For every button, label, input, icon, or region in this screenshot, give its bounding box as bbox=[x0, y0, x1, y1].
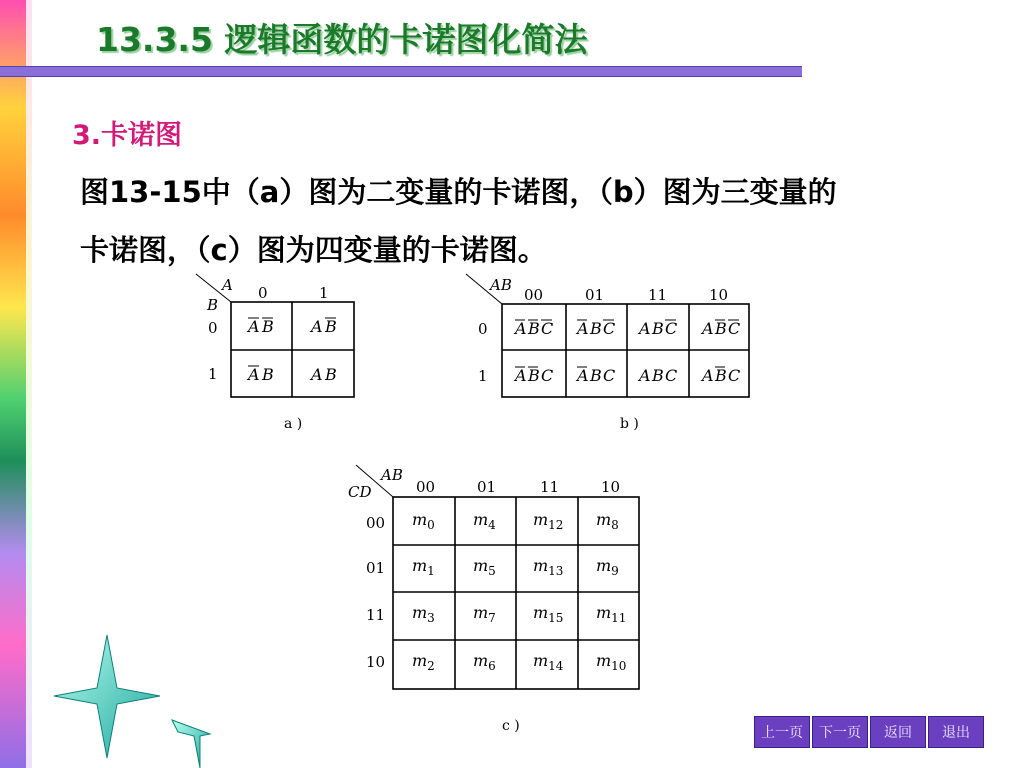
next-page-button[interactable]: 下一页 bbox=[812, 716, 868, 748]
kmap-b-col-label: 10 bbox=[709, 286, 729, 304]
kmap-a-cell bbox=[246, 365, 274, 384]
kmap-c-cell: $m_8$ bbox=[596, 510, 619, 532]
svg-text:C: C bbox=[728, 366, 741, 385]
prev-page-button[interactable]: 上一页 bbox=[754, 716, 810, 748]
kmap-b-cell bbox=[637, 319, 677, 338]
kmap-c-cell: $m_{10}$ bbox=[596, 651, 627, 673]
svg-text:A: A bbox=[248, 317, 260, 336]
svg-text:A: A bbox=[702, 319, 714, 338]
kmap-c-cell: $m_{13}$ bbox=[533, 556, 564, 578]
svg-text:B: B bbox=[715, 319, 727, 338]
kmap-c-cell: $m_2$ bbox=[412, 651, 435, 673]
paragraph-line-1: 图13-15中（a）图为二变量的卡诺图，（b）图为三变量的 bbox=[80, 175, 837, 209]
svg-text:C: C bbox=[541, 366, 554, 385]
kmap-c-row-label: 01 bbox=[366, 559, 386, 577]
svg-text:A: A bbox=[515, 319, 527, 338]
kmap-c-cell: $m_9$ bbox=[596, 556, 619, 578]
svg-text:A: A bbox=[702, 366, 714, 385]
svg-text:A: A bbox=[577, 319, 589, 338]
paragraph-line-2: 卡诺图，（c）图为四变量的卡诺图。 bbox=[80, 233, 547, 267]
kmap-c-row-label: 00 bbox=[366, 514, 386, 532]
svg-text:C: C bbox=[665, 366, 678, 385]
kmap-a-row-label: 0 bbox=[208, 319, 218, 337]
decorative-star-icon bbox=[50, 630, 220, 768]
kmap-a-caption: a ) bbox=[284, 416, 303, 432]
kmap-b-caption: b ) bbox=[620, 416, 639, 432]
svg-text:B: B bbox=[325, 317, 337, 336]
kmap-a-row-label: 1 bbox=[208, 365, 218, 383]
navigation-bar bbox=[754, 716, 986, 748]
kmap-c-row-label: 10 bbox=[366, 653, 386, 671]
kmap-b-cell bbox=[575, 366, 615, 385]
kmap-c-cell: $m_{15}$ bbox=[533, 603, 564, 625]
kmap-a bbox=[196, 274, 354, 432]
svg-text:A: A bbox=[311, 317, 323, 336]
svg-text:B: B bbox=[590, 319, 602, 338]
svg-text:C: C bbox=[603, 319, 616, 338]
kmap-a-cell bbox=[246, 317, 274, 336]
svg-text:A: A bbox=[639, 319, 651, 338]
svg-text:B: B bbox=[652, 366, 664, 385]
kmap-b-col-label: 11 bbox=[648, 286, 668, 304]
svg-text:B: B bbox=[325, 365, 337, 384]
kmap-c-cell: $m_{12}$ bbox=[533, 510, 564, 532]
kmap-b-cell bbox=[637, 366, 677, 385]
kmap-c-row-label: 11 bbox=[366, 606, 386, 624]
kmap-a-col-label: 1 bbox=[319, 284, 329, 302]
kmap-b bbox=[466, 274, 749, 432]
kmap-c bbox=[348, 465, 639, 734]
svg-text:A: A bbox=[311, 365, 323, 384]
kmap-b-col-var: AB bbox=[490, 276, 512, 294]
kmap-a-col-var: A bbox=[222, 276, 233, 294]
kmap-c-col-var: AB bbox=[381, 466, 403, 484]
kmap-c-cell: $m_1$ bbox=[412, 556, 435, 578]
section-heading: 3.卡诺图 bbox=[72, 120, 183, 151]
svg-text:B: B bbox=[262, 317, 274, 336]
kmap-b-col-label: 01 bbox=[585, 286, 605, 304]
kmap-c-cell: $m_5$ bbox=[473, 556, 496, 578]
kmap-a-cell bbox=[309, 317, 337, 336]
kmap-c-cell: $m_0$ bbox=[412, 510, 435, 532]
kmap-c-cell: $m_7$ bbox=[473, 603, 496, 625]
svg-text:C: C bbox=[728, 319, 741, 338]
kmap-c-cell: $m_3$ bbox=[412, 603, 435, 625]
exit-button[interactable]: 退出 bbox=[928, 716, 984, 748]
svg-text:B: B bbox=[590, 366, 602, 385]
kmap-c-col-label: 00 bbox=[416, 478, 436, 496]
svg-text:B: B bbox=[715, 366, 727, 385]
kmap-b-cell bbox=[700, 319, 740, 338]
svg-text:B: B bbox=[262, 365, 274, 384]
svg-text:A: A bbox=[577, 366, 589, 385]
svg-text:B: B bbox=[528, 319, 540, 338]
kmap-c-col-label: 01 bbox=[477, 478, 497, 496]
svg-text:C: C bbox=[665, 319, 678, 338]
svg-text:C: C bbox=[603, 366, 616, 385]
kmap-c-cell: $m_{11}$ bbox=[596, 603, 627, 625]
svg-text:B: B bbox=[652, 319, 664, 338]
kmap-a-row-var: B bbox=[207, 296, 219, 314]
kmap-c-caption: c ) bbox=[502, 718, 520, 734]
kmap-b-col-label: 00 bbox=[524, 286, 544, 304]
kmap-c-row-var: CD bbox=[348, 483, 372, 501]
back-button[interactable]: 返回 bbox=[870, 716, 926, 748]
kmap-b-cell bbox=[700, 366, 740, 385]
svg-text:C: C bbox=[541, 319, 554, 338]
kmap-c-cell: $m_{14}$ bbox=[533, 651, 564, 673]
kmap-a-col-label: 0 bbox=[258, 284, 268, 302]
kmap-a-cell bbox=[309, 365, 337, 384]
kmap-b-cell bbox=[575, 319, 615, 338]
kmap-b-cell bbox=[513, 366, 553, 385]
page-title: 13.3.5 逻辑函数的卡诺图化简法 bbox=[96, 20, 588, 59]
svg-text:B: B bbox=[528, 366, 540, 385]
kmap-c-cell: $m_6$ bbox=[473, 651, 496, 673]
svg-text:A: A bbox=[248, 365, 260, 384]
kmap-c-col-label: 10 bbox=[601, 478, 621, 496]
kmap-c-col-label: 11 bbox=[540, 478, 560, 496]
kmap-b-row-label: 0 bbox=[478, 320, 488, 338]
kmap-b-cell bbox=[513, 319, 553, 338]
kmap-b-row-label: 1 bbox=[478, 367, 488, 385]
kmap-c-cell: $m_4$ bbox=[473, 510, 496, 532]
svg-text:A: A bbox=[515, 366, 527, 385]
svg-text:A: A bbox=[639, 366, 651, 385]
